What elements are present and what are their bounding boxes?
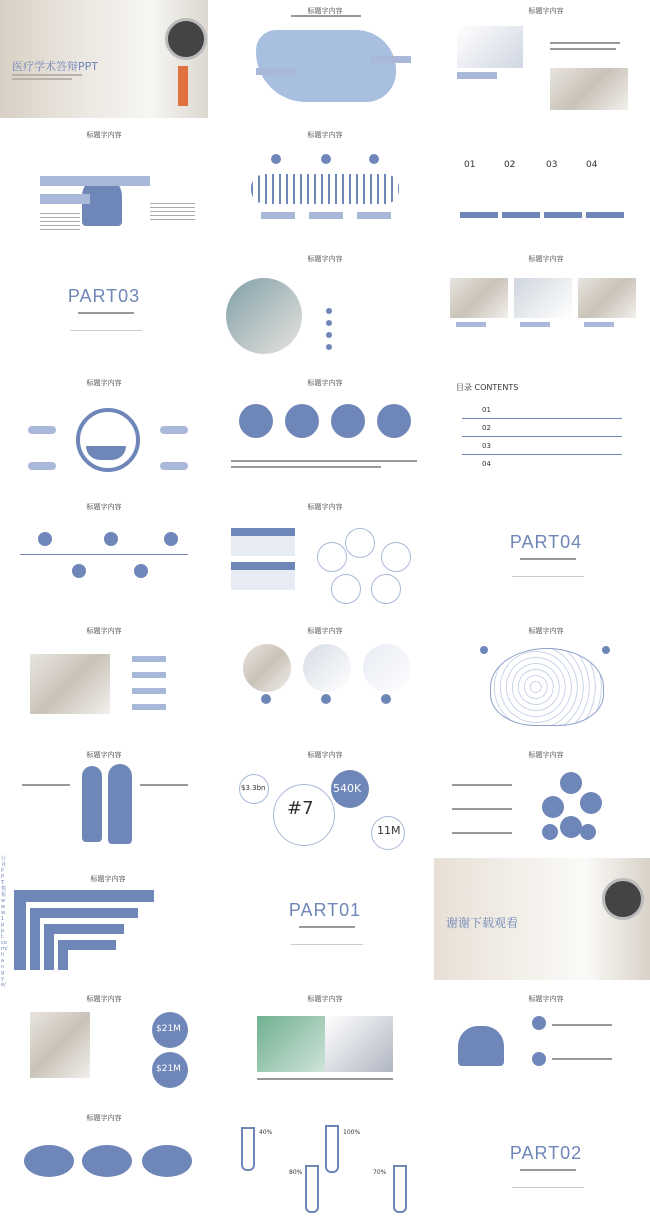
stat-value: 540K <box>333 782 362 795</box>
male-body-icon <box>108 764 132 844</box>
tools-icon <box>285 404 319 438</box>
dna-helix <box>251 174 399 204</box>
slide-23[interactable] <box>221 868 429 986</box>
slide-18[interactable] <box>442 620 650 738</box>
slide-19[interactable] <box>0 744 208 862</box>
hospital-photo <box>257 1016 325 1072</box>
slide-title: 标题字内容 <box>86 1114 122 1122</box>
female-body-icon <box>82 766 102 842</box>
part-title: PART02 <box>509 1143 583 1163</box>
money-value: $21M <box>156 1064 181 1074</box>
slide-5[interactable] <box>221 124 429 242</box>
medical-tools-photo <box>325 1016 393 1072</box>
slide-2[interactable] <box>221 0 429 118</box>
step-number: 03 <box>546 160 558 170</box>
cover-title: 医疗学术答辩PPT <box>12 60 98 73</box>
slide-title: 标题字内容 <box>307 503 343 511</box>
slide-4[interactable] <box>0 124 208 242</box>
slide-title: 标题字内容 <box>307 995 343 1003</box>
brain-illustration <box>490 648 604 726</box>
part-title: PART03 <box>67 286 141 306</box>
step-number: 02 <box>504 160 516 170</box>
slide-title: 标题字内容 <box>528 751 564 759</box>
money-value: $21M <box>156 1024 181 1034</box>
slide-title: 标题字内容 <box>528 627 564 635</box>
slide-20[interactable] <box>221 744 429 862</box>
contents-item: 02 <box>482 424 491 432</box>
slide-title: 标题字内容 <box>528 255 564 263</box>
slide-title: 标题字内容 <box>307 751 343 759</box>
percent-value: 100% <box>343 1129 361 1136</box>
stat-value: #7 <box>287 798 314 819</box>
percent-value: 80% <box>289 1169 303 1176</box>
slide-10[interactable] <box>0 372 208 490</box>
test-tube-icon <box>241 1127 255 1171</box>
slide-11[interactable] <box>221 372 429 490</box>
slide-25[interactable] <box>0 988 208 1106</box>
test-tube-icon <box>325 1125 339 1173</box>
slide-13[interactable] <box>0 496 208 614</box>
percent-value: 70% <box>373 1169 387 1176</box>
doctor-photo <box>30 654 110 714</box>
usa-map <box>256 30 396 102</box>
step-number: 04 <box>586 160 598 170</box>
slide-1[interactable] <box>0 0 208 118</box>
thanks-title: 谢谢下载观看 <box>446 916 519 930</box>
step-number: 01 <box>464 160 476 170</box>
slide-title: 标题字内容 <box>307 255 343 263</box>
part-title: PART04 <box>509 532 583 552</box>
slide-title: 标题字内容 <box>86 751 122 759</box>
slide-title: 标题字内容 <box>86 627 122 635</box>
phone-icon <box>331 404 365 438</box>
slide-29[interactable] <box>221 1107 429 1225</box>
part-title: PART01 <box>288 900 362 920</box>
slide-28[interactable] <box>0 1107 208 1225</box>
speech-bubble <box>82 1145 132 1177</box>
doctor-tablet-photo <box>550 68 628 110</box>
slide-8[interactable] <box>221 248 429 366</box>
slide-21[interactable] <box>442 744 650 862</box>
percent-value: 40% <box>259 1129 273 1136</box>
speech-bubble <box>142 1145 192 1177</box>
briefcase-icon <box>239 404 273 438</box>
doctor-hands-photo <box>226 278 302 354</box>
slide-17[interactable] <box>221 620 429 738</box>
slide-title: 标题字内容 <box>90 875 126 883</box>
test-tube-icon <box>393 1165 407 1213</box>
test-tube-icon <box>305 1165 319 1213</box>
side-watermark-text: 行业PPT模板www.1ppt.com/hangye/ <box>1 856 8 988</box>
slide-title: 标题字内容 <box>307 131 343 139</box>
contents-item: 01 <box>482 406 491 414</box>
slide-24[interactable] <box>434 858 650 980</box>
add-user-icon <box>458 1026 504 1066</box>
slide-30[interactable] <box>442 1107 650 1225</box>
doctor-tablet-photo <box>30 1012 90 1078</box>
slide-16[interactable] <box>0 620 208 738</box>
flask-icon <box>76 408 140 472</box>
slide-15[interactable] <box>442 496 650 614</box>
contents-item: 04 <box>482 460 491 468</box>
stethoscope-icon <box>165 18 207 60</box>
stat-value: $3.3bn <box>241 784 266 792</box>
slide-title: 标题字内容 <box>86 379 122 387</box>
slide-27[interactable] <box>442 988 650 1106</box>
slide-title: 标题字内容 <box>307 7 343 15</box>
slide-14[interactable] <box>221 496 429 614</box>
slide-title: 标题字内容 <box>86 503 122 511</box>
slide-7[interactable] <box>0 248 208 366</box>
slide-26[interactable] <box>221 988 429 1106</box>
slide-6[interactable] <box>442 124 650 242</box>
slide-title: 标题字内容 <box>86 131 122 139</box>
slide-title: 标题字内容 <box>307 379 343 387</box>
speech-bubble <box>24 1145 74 1177</box>
slide-title: 标题字内容 <box>86 995 122 1003</box>
contents-item: 03 <box>482 442 491 450</box>
support-icon <box>377 404 411 438</box>
stat-value: 11M <box>377 824 401 837</box>
stethoscope-photo <box>457 26 523 68</box>
contents-heading: 目录 CONTENTS <box>456 383 519 392</box>
stethoscope-icon <box>602 878 644 920</box>
slide-9[interactable] <box>442 248 650 366</box>
slide-title: 标题字内容 <box>307 627 343 635</box>
slide-3[interactable] <box>442 0 650 118</box>
slide-22[interactable] <box>8 868 208 986</box>
slide-title: 标题字内容 <box>528 7 564 15</box>
slide-12[interactable] <box>442 372 650 490</box>
slide-title: 标题字内容 <box>528 995 564 1003</box>
pen-icon <box>178 66 188 106</box>
